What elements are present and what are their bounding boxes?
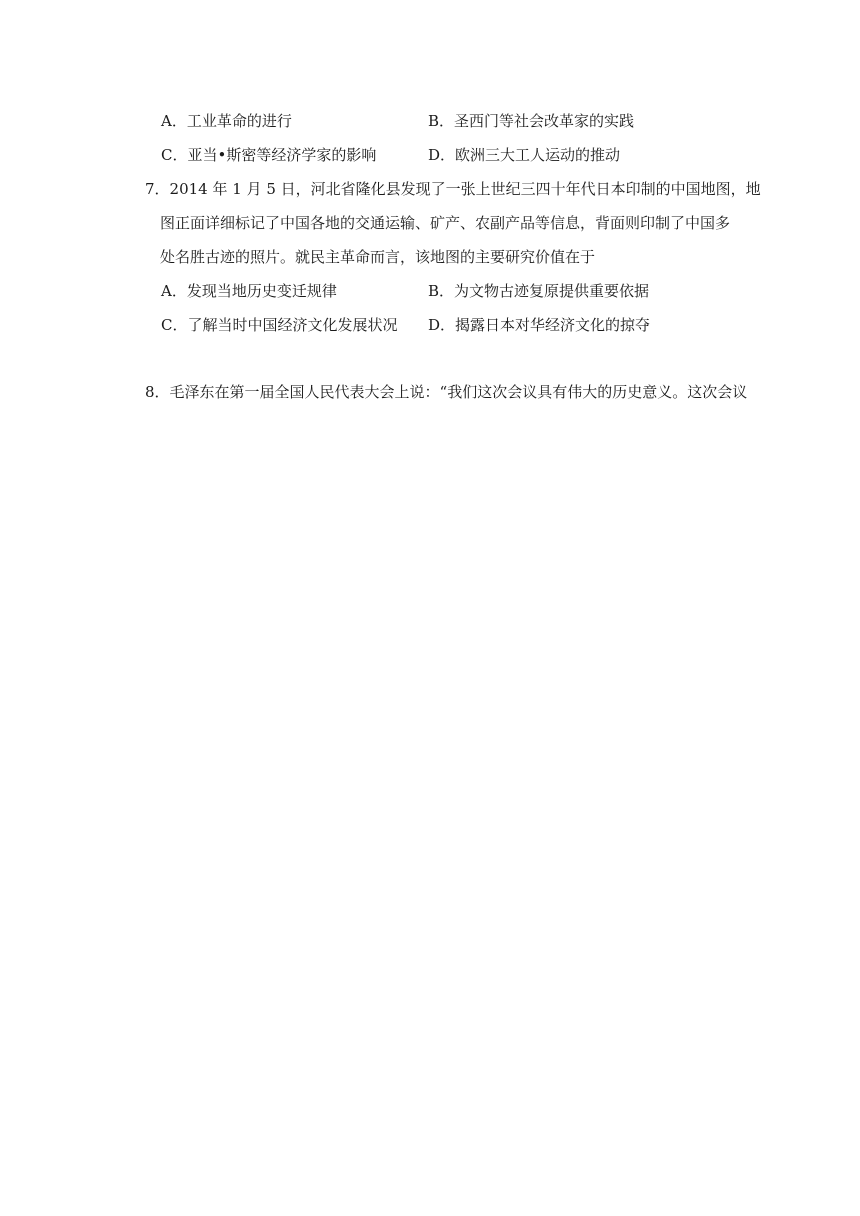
q7-option-b: B．为文物古迹复原提供重要依据 (428, 282, 650, 300)
q7-stem-line-1: 7．2014 年 1 月 5 日，河北省隆化县发现了一张上世纪三四十年代日本印制的中国地图，地 (145, 180, 761, 198)
q6-option-c: C．亚当•斯密等经济学家的影响 (161, 146, 377, 164)
q7-option-a: A．发现当地历史变迁规律 (161, 282, 337, 300)
q7-option-c: C．了解当时中国经济文化发展状况 (161, 316, 398, 334)
q7-stem-line-3: 处名胜古迹的照片。就民主革命而言，该地图的主要研究价值在于 (160, 248, 596, 266)
q8-stem-line-1: 8．毛泽东在第一届全国人民代表大会上说：“我们这次会议具有伟大的历史意义。这次会议 (145, 383, 748, 401)
q6-option-b: B．圣西门等社会改革家的实践 (428, 112, 635, 130)
q6-option-d: D．欧洲三大工人运动的推动 (428, 146, 621, 164)
q6-option-a: A．工业革命的进行 (161, 112, 292, 130)
q7-stem-line-2: 图正面详细标记了中国各地的交通运输、矿产、农副产品等信息，背面则印制了中国多 (160, 214, 731, 232)
q7-option-d: D．揭露日本对华经济文化的掠夺 (428, 316, 651, 334)
